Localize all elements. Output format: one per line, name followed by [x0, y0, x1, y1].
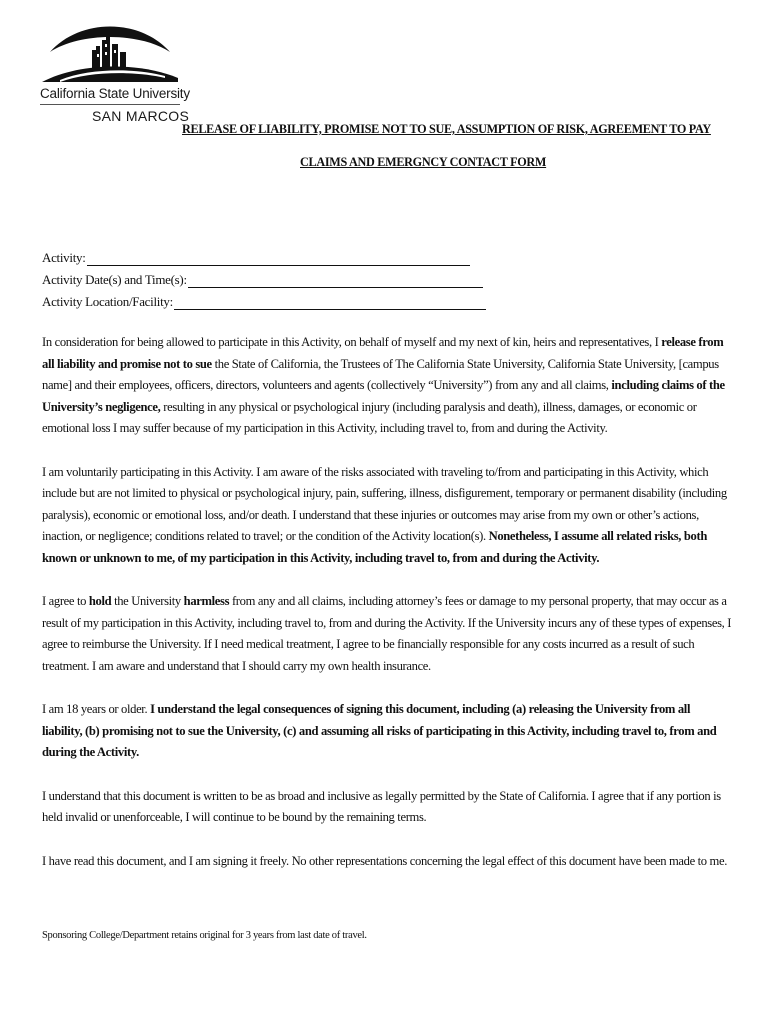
form-title-line-2: CLAIMS AND EMERGNCY CONTACT FORM	[300, 155, 547, 169]
text-run: I am voluntarily participating in this Activity. I am aware of the risks associated with traveling to/from and participating in this Activity, which include but are not limited to physical or psychological injury, pain, suffering, illness, disfigurement, temporary or permanent disability (including paralysis), economic or emotional loss, and/or death. I understand that these injuries or outcomes may arise from my own or other’s actions, inaction, or negligence; conditions related to travel; or the condition of the Activity location(s).	[42, 464, 727, 543]
bold-run: hold	[88, 594, 112, 608]
activity-label: Activity:	[42, 250, 86, 265]
activity-dates-input-line[interactable]	[188, 273, 483, 288]
logo-divider	[40, 104, 180, 105]
activity-location-field	[42, 288, 486, 310]
bold-run: Nonetheless, I assume all related risks, both known or unknown to me, of my participation in this Activity, including travel to, from and during the Activity.	[42, 529, 707, 565]
release-paragraph	[42, 332, 732, 440]
bold-run: including claims of the University’s negligence,	[42, 378, 725, 414]
age-acknowledgement-paragraph	[42, 699, 732, 764]
activity-dates-field	[42, 266, 486, 288]
text-run: the University	[111, 594, 184, 608]
university-name: California State University	[40, 86, 190, 101]
campus-name: SAN MARCOS	[92, 108, 190, 124]
bold-run: harmless	[183, 594, 230, 608]
activity-fields	[42, 244, 486, 310]
activity-location-label: Activity Location/Facility:	[42, 294, 173, 309]
release-body	[42, 332, 732, 894]
csusm-logo	[40, 22, 190, 124]
text-run: I am 18 years or older.	[42, 702, 151, 716]
signing-freely-paragraph: I have read this document, and I am signing it freely. No other representations concerning the legal effect of this document have been made to me.	[42, 853, 728, 868]
retention-footnote: Sponsoring College/Department retains original for 3 years from last date of travel.	[42, 930, 367, 941]
hold-harmless-paragraph	[42, 591, 732, 677]
bold-run: release from all liability and promise not to sue	[42, 335, 724, 371]
assumption-of-risk-paragraph	[42, 462, 732, 570]
activity-input-line[interactable]	[87, 251, 470, 266]
text-run: from any and all claims, including attorney’s fees or damage to my personal property, that may occur as a result of my participation in this Activity, including travel to, from and during the Activity. If the University incurs any of these types of expenses, I agree to reimburse the University. If I need medical treatment, I agree to be financially responsible for any costs incurred as a result of such treatment. I am aware and understand that I should carry my own health insurance.	[42, 594, 732, 673]
text-run: I agree to	[42, 594, 89, 608]
bold-run: I understand the legal consequences of signing this document, including (a) releasing the University from all liability, (b) promising not to sue the University, (c) and assuming all risks of participating in this Activity, including travel to, from and during the Activity.	[42, 702, 717, 759]
activity-dates-label: Activity Date(s) and Time(s):	[42, 272, 187, 287]
text-run: the State of California, the Trustees of The California State University, California State University, [campus name] and their employees, officers, directors, volunteers and agents (collectively “University”) from any and all claims,	[42, 356, 719, 392]
activity-field	[42, 244, 486, 266]
form-title-line-1: RELEASE OF LIABILITY, PROMISE NOT TO SUE, ASSUMPTION OF RISK, AGREEMENT TO PAY	[182, 122, 711, 136]
text-run: resulting in any physical or psychological injury (including paralysis and death), illness, damages, or economic or emotional loss I may suffer because of my participation in this Activity, including travel to, from and during the Activity.	[42, 399, 697, 435]
severability-paragraph: I understand that this document is written to be as broad and inclusive as legally permitted by the State of California. I agree that if any portion is held invalid or unenforceable, I will continue to be bound by the remaining terms.	[42, 788, 721, 824]
campus-skyline-logo-icon	[40, 22, 180, 84]
activity-location-input-line[interactable]	[174, 295, 486, 310]
text-run: In consideration for being allowed to participate in this Activity, on behalf of myself and my next of kin, heirs and representatives, I	[42, 335, 662, 349]
